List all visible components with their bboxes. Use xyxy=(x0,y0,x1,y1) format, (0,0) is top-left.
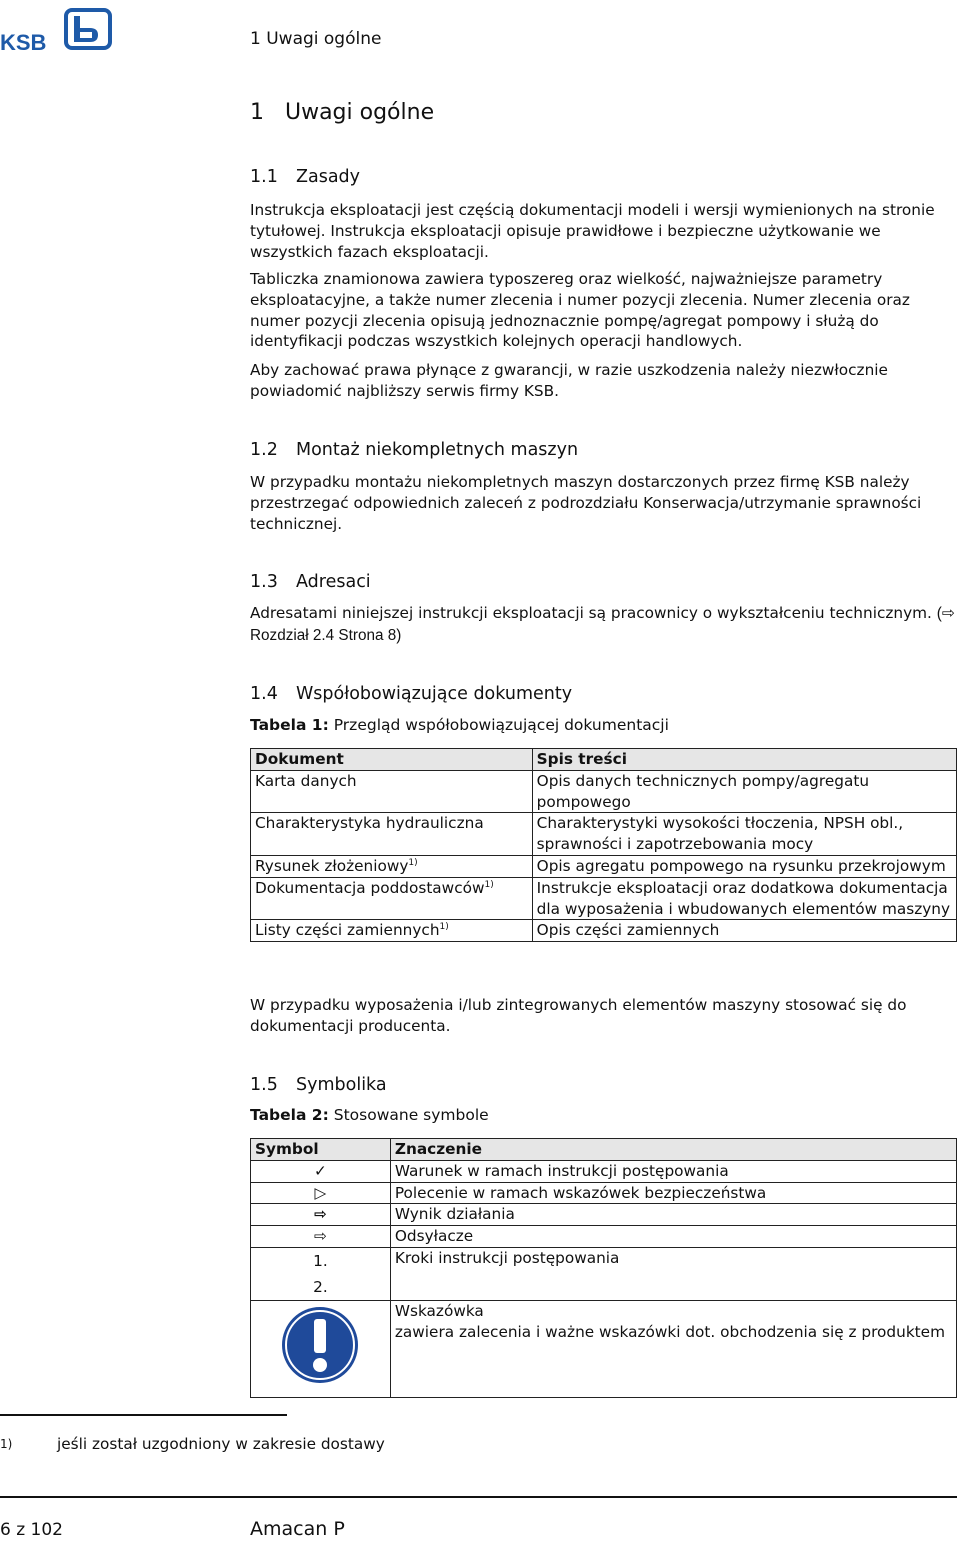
table-row xyxy=(251,877,957,920)
table-row xyxy=(251,813,957,856)
footer-divider xyxy=(0,1496,957,1498)
section-title: Współobowiązujące dokumenty xyxy=(296,684,573,704)
step-number: 1. 2. xyxy=(251,1247,391,1300)
note-text: zawiera zalecenia i ważne wskazówki dot. obchodzenia się z produktem xyxy=(394,1322,945,1341)
table-cell: Instrukcje eksploatacji oraz dodatkowa dokumentacja dla wyposażenia i wbudowanych elementów maszyny xyxy=(532,877,956,920)
table-cell: Kroki instrukcji postępowania xyxy=(390,1247,956,1300)
exclamation-circle-icon xyxy=(280,1305,360,1385)
footnote-mark: 1) xyxy=(0,1437,13,1451)
paragraph: W przypadku wyposażenia i/lub zintegrowanych elementów maszyny stosować się do dokumentacji producenta. xyxy=(250,996,907,1035)
paragraph xyxy=(250,603,960,647)
caption-text: Stosowane symbole xyxy=(333,1106,489,1124)
table-row xyxy=(251,855,957,877)
paragraph: Aby zachować prawa płynące z gwarancji, w razie uszkodzenia należy niezwłocznie powiadomić najbliższy serwis firmy KSB. xyxy=(250,361,888,400)
logo-text: KSB xyxy=(0,30,47,52)
table-row xyxy=(251,1182,957,1204)
reference-arrow-icon: ⇨ xyxy=(941,605,955,622)
table-cell: Karta danych xyxy=(251,770,533,813)
paragraph: Instrukcja eksploatacji jest częścią dokumentacji modeli i wersji wymienionych na stronie tytułowej. Instrukcja eksploatacji opisuje prawidłowe i bezpieczne użytkowanie we wszystkich fazach eksploatacji. xyxy=(250,201,935,261)
triangle-right-icon: ▷ xyxy=(251,1182,391,1204)
table-cell: Dokumentacja poddostawców$^{1)}$ xyxy=(251,877,533,920)
symbols-table xyxy=(250,1138,957,1398)
section-heading-1-4 xyxy=(250,684,572,704)
note-title: Wskazówka xyxy=(394,1301,484,1320)
section-number: 1.2 xyxy=(250,440,278,460)
section-number: 1.5 xyxy=(250,1075,278,1095)
section-number: 1.4 xyxy=(250,684,278,704)
footnote-divider xyxy=(0,1414,287,1416)
table-caption xyxy=(250,716,669,734)
footnote-ref: 1) xyxy=(439,922,449,933)
table-row xyxy=(251,920,957,942)
column-header: Dokument xyxy=(251,749,533,771)
header-title: 1 Uwagi ogólne xyxy=(250,29,382,49)
footnote-ref: 1) xyxy=(408,857,418,868)
column-header: Symbol xyxy=(251,1139,391,1161)
section-title: Montaż niekompletnych maszyn xyxy=(296,440,579,460)
column-header: Spis treści xyxy=(532,749,956,771)
table-cell: Charakterystyka hydrauliczna xyxy=(251,813,533,856)
page-number: 6 z 102 xyxy=(0,1520,63,1540)
table-cell: Wynik działania xyxy=(390,1204,956,1226)
paragraph: W przypadku montażu niekompletnych maszyn dostarczonych przez firmę KSB należy przestrzegać odpowiednich zaleceń z podrozdziału Konserwacja/utrzymanie sprawności technicznej. xyxy=(250,473,922,533)
table-cell: Charakterystyki wysokości tłoczenia, NPSH obl., sprawności i zapotrzebowania mocy xyxy=(532,813,956,856)
table-cell: Warunek w ramach instrukcji postępowania xyxy=(390,1160,956,1182)
table-cell: Polecenie w ramach wskazówek bezpieczeństwa xyxy=(390,1182,956,1204)
section-heading-1-3 xyxy=(250,572,371,592)
section-title: Adresaci xyxy=(296,572,371,592)
section-title: Zasady xyxy=(296,167,361,187)
section-heading-1-1 xyxy=(250,167,360,187)
table-row xyxy=(251,1160,957,1182)
caption-label: Tabela 2: xyxy=(250,1106,329,1124)
chapter-title: Uwagi ogólne xyxy=(284,100,435,125)
section-heading-1-2 xyxy=(250,440,578,460)
column-header: Znaczenie xyxy=(390,1139,956,1161)
cross-reference[interactable]: (⇨ Rozdział 2.4 Strona 8) xyxy=(250,605,955,644)
table-header-row xyxy=(251,749,957,771)
table-row xyxy=(251,1204,957,1226)
table-cell: Rysunek złożeniowy$^{1)}$ xyxy=(251,855,533,877)
section-heading-1-5 xyxy=(250,1075,387,1095)
footnote-ref: 1) xyxy=(484,879,494,890)
caption-text: Przegląd współobowiązującej dokumentacji xyxy=(333,716,669,734)
table-cell xyxy=(251,1300,391,1397)
section-number: 1.3 xyxy=(250,572,278,592)
section-number: 1.1 xyxy=(250,167,278,187)
bold-arrow-right-icon: ⇨ xyxy=(251,1204,391,1226)
product-name: Amacan P xyxy=(250,1518,345,1540)
arrow-right-icon: ⇨ xyxy=(251,1226,391,1248)
table-cell: Opis części zamiennych xyxy=(532,920,956,942)
table-cell: Odsyłacze xyxy=(390,1226,956,1248)
ksb-logo xyxy=(0,6,112,52)
paragraph: Tabliczka znamionowa zawiera typoszereg oraz wielkość, najważniejsze parametry eksploatacyjne, a także numer zlecenia i numer pozycji zlecenia. Numer zlecenia oraz numer pozycji zlecenia opisują jednoznacznie pompę/agregat pompowy i służą do identyfikacji podczas wszystkich kolejnych operacji handlowych. xyxy=(250,270,910,351)
caption-label: Tabela 1: xyxy=(250,716,329,734)
table-cell: Listy części zamiennych$^{1)}$ xyxy=(251,920,533,942)
section-title: Symbolika xyxy=(296,1075,387,1095)
chapter-number: 1 xyxy=(250,100,264,125)
chapter-heading xyxy=(250,100,434,125)
table-row xyxy=(251,1300,957,1397)
documents-table xyxy=(250,748,957,942)
table-row xyxy=(251,1247,957,1300)
paragraph-text: Adresatami niniejszej instrukcji eksploatacji są pracownicy o wykształceniu technicznym. xyxy=(250,604,932,622)
table-cell: Opis agregatu pompowego na rysunku przekrojowym xyxy=(532,855,956,877)
table-row xyxy=(251,1226,957,1248)
footnote-text: jeśli został uzgodniony w zakresie dostawy xyxy=(57,1435,385,1453)
table-caption xyxy=(250,1106,489,1124)
table-cell: Opis danych technicznych pompy/agregatu pompowego xyxy=(532,770,956,813)
check-icon: ✓ xyxy=(251,1160,391,1182)
table-row xyxy=(251,770,957,813)
table-header-row xyxy=(251,1139,957,1161)
table-cell xyxy=(390,1300,956,1397)
